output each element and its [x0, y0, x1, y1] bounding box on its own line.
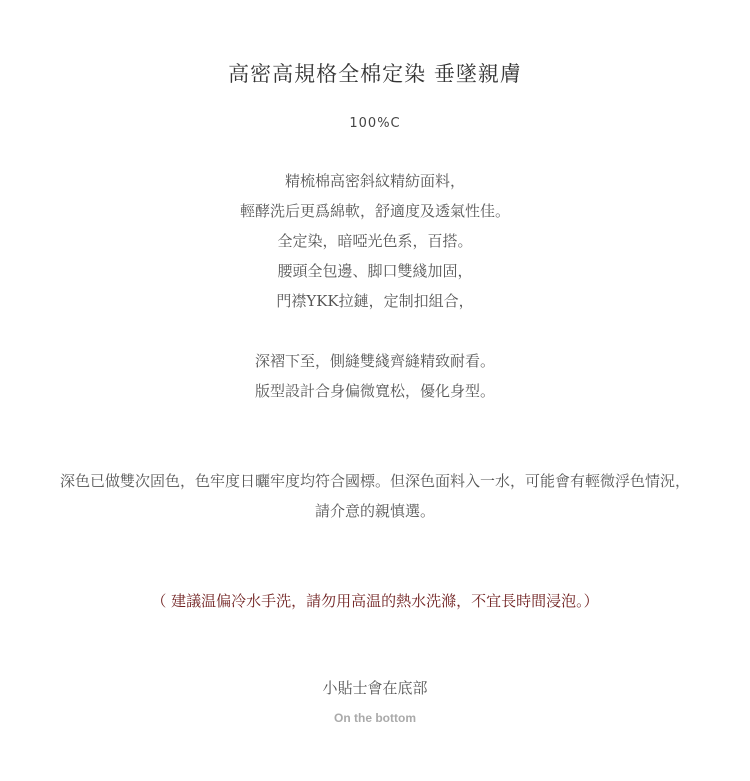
design-line: 深褶下至，側縫雙綫齊縫精致耐看。 [254, 352, 495, 370]
design-line: 版型設計合身偏微寬松，優化身型。 [254, 382, 495, 400]
feature-line: 精梳棉高密斜紋精紡面料， [284, 172, 465, 190]
design-list [0, 346, 750, 406]
care-instruction: （ 建議温偏冷水手洗，請勿用高温的熱水洗滌，不宜長時間浸泡。） [151, 592, 599, 610]
feature-line: 腰頭全包邊、脚口雙綫加固， [277, 262, 473, 280]
product-title: 高密高規格全棉定染 垂墜親膚 [228, 62, 522, 86]
feature-line: 門襟YKK拉鏈，定制扣組合， [276, 292, 474, 310]
feature-line: 全定染，暗啞光色系，百搭。 [277, 232, 473, 250]
fabric-composition: 100%C [349, 116, 401, 131]
feature-list [0, 166, 750, 316]
tip-heading: 小貼士會在底部 [322, 679, 428, 697]
color-notice [0, 466, 750, 526]
feature-line: 輕酵洗后更爲綿軟，舒適度及透氣性佳。 [239, 202, 510, 220]
notice-line: 請介意的親慎選。 [314, 502, 435, 520]
notice-line: 深色已做雙次固色，色牢度日曬牢度均符合國標。但深色面料入一水，可能會有輕微浮色情況， [59, 472, 690, 490]
tip-subheading: On the bottom [334, 711, 416, 725]
